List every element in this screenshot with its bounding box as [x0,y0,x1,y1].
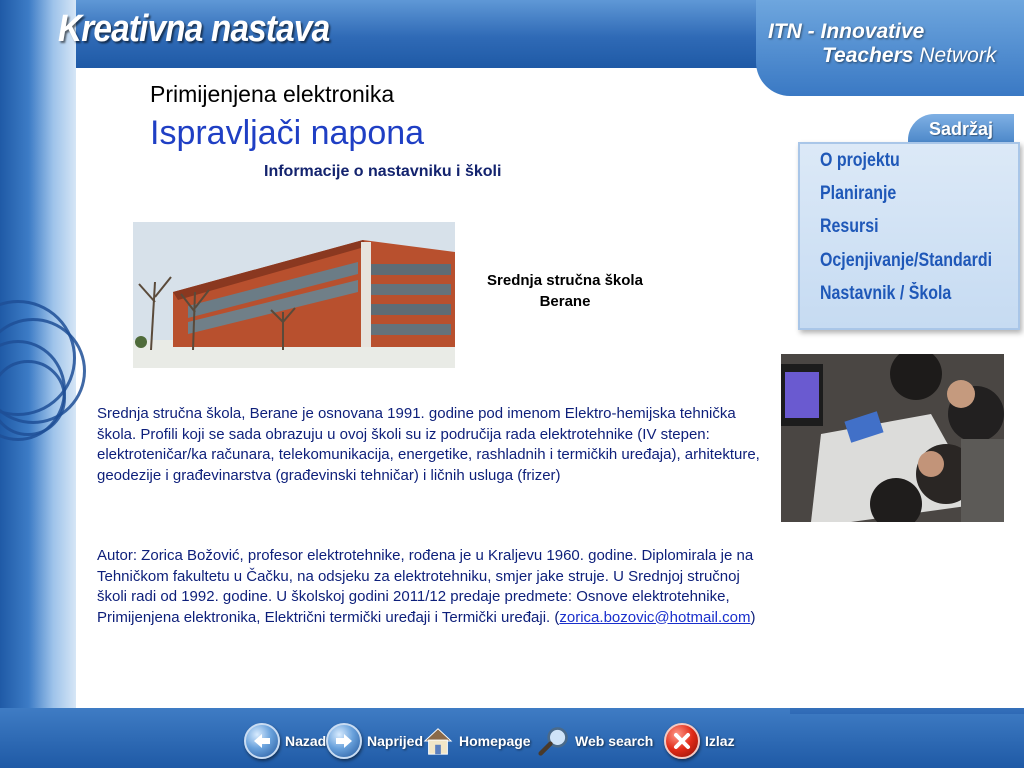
homepage-button[interactable] [422,722,531,760]
info-heading: Informacije o nastavniku i školi [264,163,502,180]
menu-item-teacher-school[interactable]: Nastavnik / Škola [820,283,952,304]
subject-title: Primijenjena elektronika [150,81,395,107]
author-email-link[interactable]: zorica.bozovic@hotmail.com [559,608,751,626]
network-title-teachers: Teachers [822,44,914,67]
school-caption-name: Srednja stručna škola [487,272,643,289]
back-label: Nazad [285,733,327,749]
home-icon [422,725,454,757]
menu-item-assessment[interactable]: Ocjenjivanje/Standardi [820,250,993,271]
school-building-photo [133,222,455,368]
exit-label: Izlaz [705,733,735,749]
menu-item-planning[interactable]: Planiranje [820,183,897,204]
close-icon [664,723,700,759]
brand-title: Kreativna nastava [58,8,330,50]
network-title-network: Network [919,44,997,67]
school-caption [470,270,660,312]
forward-label: Naprijed [367,733,424,749]
arrow-right-icon [326,723,362,759]
menu-tab-sadrzaj: Sadržaj [908,114,1014,144]
forward-button[interactable] [326,722,423,760]
school-caption-city: Berane [539,293,591,310]
web-search-label: Web search [575,733,654,749]
contents-menu [798,142,1020,330]
web-search-button[interactable] [538,722,653,760]
arrow-left-icon [244,723,280,759]
author-bio: Autor: Zorica Božović, profesor elektrotehnike, rođena je u Kraljevu 1960. godine. Diplomirala je na Tehničkom fakultetu u Čačku, na odsjeku za elektrotehniku, smjer jake struje. U Srednjoj stručnoj školi radi od 1992. godine. U školskoj godini 2011/12 predaje predmete: Osnove elektrotehnike, Primijenjena elektronika, Električni termički uređaji i Termički uređaji. ( [97,547,754,626]
magnifier-icon [538,725,570,757]
back-button[interactable] [244,722,326,760]
menu-item-resources[interactable]: Resursi [820,216,879,237]
homepage-label: Homepage [459,733,531,749]
author-bio-suffix: ) [750,608,756,626]
students-photo [781,354,1004,522]
exit-button[interactable] [664,722,735,760]
network-title-line1: ITN - Innovative [768,20,925,43]
menu-item-about-project[interactable]: O projektu [820,150,900,171]
school-description: Srednja stručna škola, Berane je osnovana 1991. godine pod imenom Elektro-hemijska tehnička škola. Profili koji se sada obrazuju u ovoj školi su iz područija rada elektrotehnike (IV stepen: elektroteničar/ka računara, telekomunikacija, energetike, rashladnih i termičkih uređaja), arhitekture, geodezije i građevinarstva (građevinski tehničar) i ličnih usluga (frizer) [97,405,760,484]
author-description [97,546,765,628]
topic-title: Ispravljači napona [150,114,425,152]
network-title-line2 [822,44,996,68]
